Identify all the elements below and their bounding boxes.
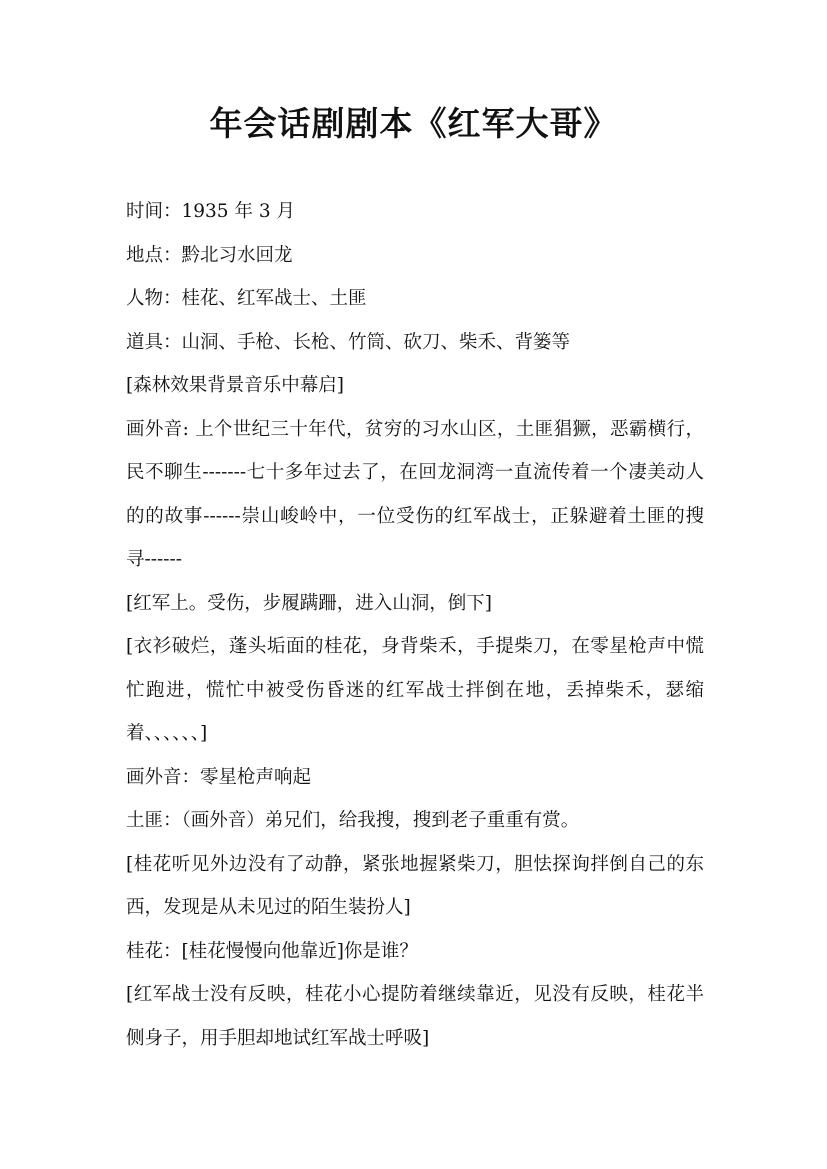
paragraph-props: 道具：山洞、手枪、长枪、竹筒、砍刀、柴禾、背篓等 — [126, 331, 571, 353]
stage-direction: [红军上。受伤，步履蹒跚，进入山洞，倒下] — [126, 592, 492, 614]
stage-direction: [森林效果背景音乐中幕启] — [126, 375, 344, 396]
narration: 画外音：零星枪声响起 — [126, 766, 312, 788]
paragraph-time: 时间：1935 年 3 月 — [126, 201, 295, 222]
stage-direction: [衣衫破烂，蓬头垢面的桂花，身背柴禾，手提柴刀，在零星枪声中慌忙跑进，慌忙中被受伤昏迷的红军战士拌倒在地，丢掉柴禾，瑟缩着、、、、、、] — [126, 636, 704, 744]
script-body — [126, 190, 704, 1060]
dialogue-line: 桂花：[桂花慢慢向他靠近]你是谁？ — [126, 940, 418, 962]
stage-direction: [桂花听见外边没有了动静，紧张地握紧柴刀，胆怯探询拌倒自己的东西，发现是从未见过的陌生装扮人] — [126, 853, 704, 918]
page-title: 年会话剧剧本《红军大哥》 — [209, 104, 618, 143]
paragraph-location: 地点：黔北习水回龙 — [126, 244, 293, 266]
stage-direction: [红军战士没有反映，桂花小心提防着继续靠近，见没有反映，桂花半侧身子，用手胆却地试红军战士呼吸] — [126, 984, 704, 1049]
paragraph-characters: 人物：桂花、红军战士、土匪 — [126, 288, 367, 309]
narration: 画外音: 上个世纪三十年代，贫穷的习水山区，土匪猖獗，恶霸横行，民不聊生-------七十多年过去了，在回龙洞湾一直流传着一个凄美动人的的故事------崇山峻岭中，一位受伤的红军战士，正躲避着土匪的搜寻------ — [126, 418, 704, 570]
dialogue-line: 土匪：（画外音）弟兄们，给我搜，搜到老子重重有赏。 — [126, 810, 580, 831]
